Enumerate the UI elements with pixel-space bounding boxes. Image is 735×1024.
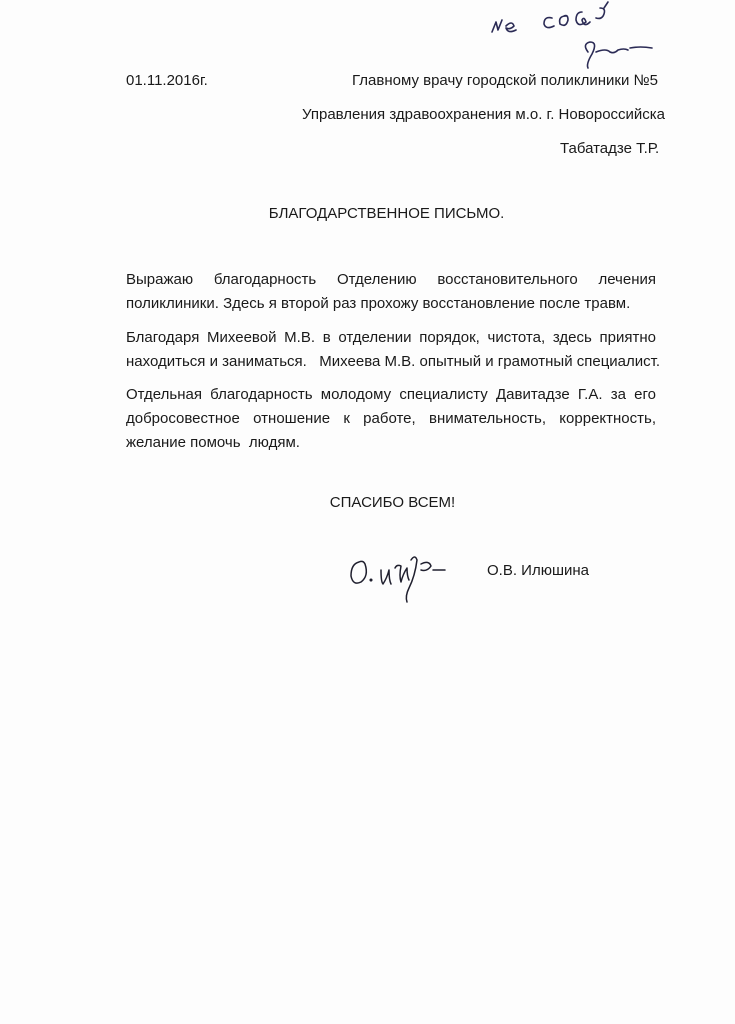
closing-thanks: СПАСИБО ВСЕМ! [329,494,456,511]
paragraph-1 [126,268,656,316]
paragraph-3-line-1: Отдельная благодарность молодому специалисту Давитадзе Г.А. за его [126,386,656,403]
letter-date: 01.11.2016г. [126,72,208,89]
signer-name: О.В. Илюшина [487,562,589,579]
handwritten-resolution-note [470,0,710,70]
paragraph-2 [126,326,661,374]
paragraph-2-line-1: Благодаря Михеевой М.В. в отделении порядок, чистота, здесь приятно [126,329,656,346]
recipient-line-1: Главному врачу городской поликлиники №5 [352,72,658,89]
recipient-line-2: Управления здравоохранения м.о. г. Новороссийска [302,106,666,123]
paragraph-2-line-2: находиться и заниматься. Михеева М.В. опытный и грамотный специалист. [126,353,661,370]
paragraph-3-line-2: добросовестное отношение к работе, внимательность, корректность, [126,410,656,427]
handwritten-signature [345,548,455,608]
paragraph-3 [126,383,656,455]
paragraph-1-line-1: Выражаю благодарность Отделению восстановительного лечения [126,271,656,288]
paragraph-3-line-3: желание помочь людям. [126,434,300,451]
paragraph-1-line-2: поликлиники. Здесь я второй раз прохожу восстановление после травм. [126,295,631,312]
letter-title: БЛАГОДАРСТВЕННОЕ ПИСЬМО. [268,205,505,222]
recipient-line-3: Табатадзе Т.Р. [560,140,660,157]
